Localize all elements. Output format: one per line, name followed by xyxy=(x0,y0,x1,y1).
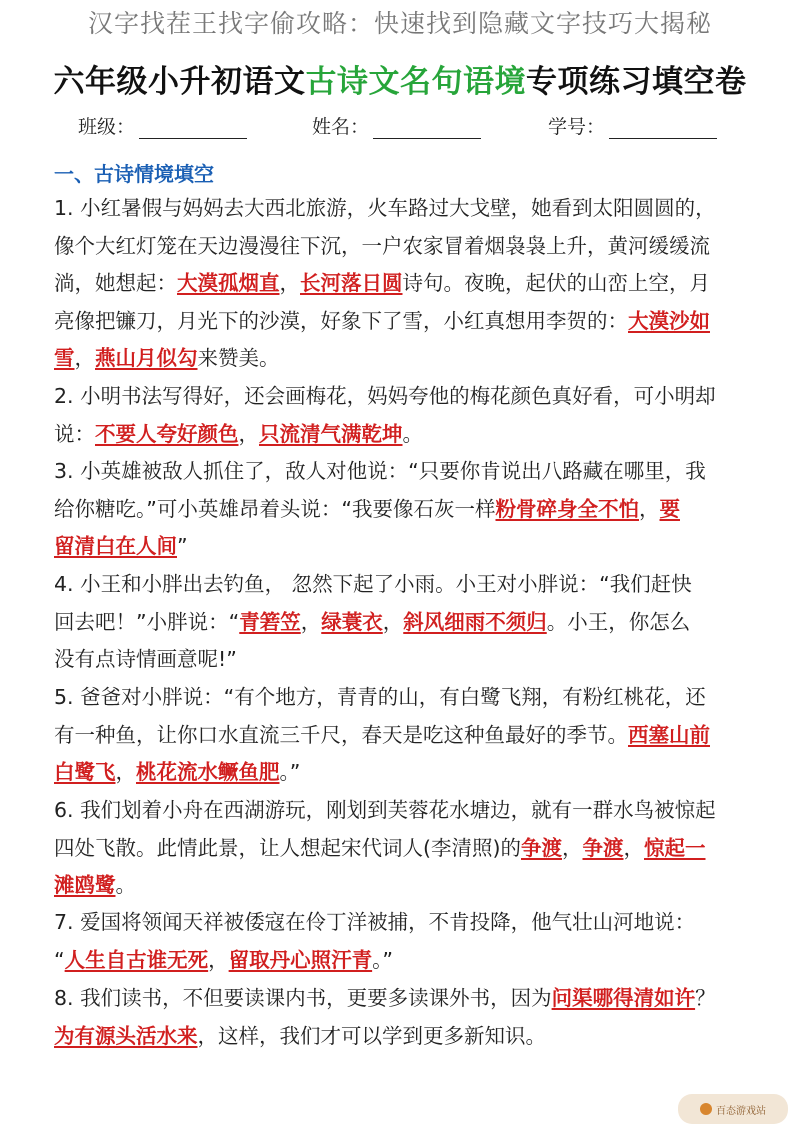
question-text: 。” xyxy=(372,947,393,972)
question-line xyxy=(54,830,754,868)
id-blank[interactable] xyxy=(609,120,717,139)
question-2 xyxy=(54,378,754,453)
question-text: 1. 小红暑假与妈妈去大西北旅游，火车路过大戈壁，她看到太阳圆圆的， xyxy=(54,196,716,220)
watermark xyxy=(678,1094,788,1124)
answer-text: 惊起一 xyxy=(644,835,706,860)
question-text: ， xyxy=(639,496,660,521)
name-blank[interactable] xyxy=(373,120,481,139)
worksheet-title xyxy=(0,56,800,101)
question-line xyxy=(54,792,754,830)
question-line xyxy=(54,528,754,566)
answer-text: 白鹭飞 xyxy=(54,760,116,784)
question-text: ， xyxy=(238,421,259,446)
question-5 xyxy=(54,679,754,792)
question-text: 2. 小明书法写得好，还会画梅花，妈妈夸他的梅花颜色真好看，可小明却 xyxy=(54,384,716,408)
answer-text: 不要人夸好颜色 xyxy=(95,421,239,446)
watermark-logo-icon xyxy=(700,1103,712,1115)
answer-text: 问渠哪得清如许 xyxy=(551,986,696,1010)
answer-text: 绿蓑衣 xyxy=(321,609,383,634)
question-line xyxy=(54,604,754,642)
question-line xyxy=(54,190,754,228)
question-text: “ xyxy=(54,947,65,972)
question-line xyxy=(54,491,754,529)
question-7 xyxy=(54,904,754,979)
question-line xyxy=(54,566,754,604)
answer-text: 斜风细雨不须归 xyxy=(403,609,547,634)
question-line xyxy=(54,641,754,679)
answer-text: 粉骨碎身全不怕 xyxy=(495,496,639,521)
name-field xyxy=(312,112,481,139)
question-text: 四处飞散。此情此景，让人想起宋代词人(李清照)的 xyxy=(54,835,521,860)
question-4 xyxy=(54,566,754,679)
top-caption: 汉字找茬王找字偷攻略：快速找到隐藏文字技巧大揭秘 xyxy=(87,9,712,38)
answer-text: 长河落日圆 xyxy=(300,271,403,295)
answer-text: 大漠孤烟直 xyxy=(177,271,280,295)
answer-text: 争渡 xyxy=(521,835,562,860)
question-line xyxy=(54,416,754,454)
question-text: ？ xyxy=(695,986,716,1010)
question-line xyxy=(54,340,754,378)
question-text: 。 xyxy=(115,873,136,897)
class-field xyxy=(78,112,247,139)
question-text: 8. 我们读书，不但要读课内书，更要多读课外书，因为 xyxy=(54,986,552,1010)
answer-text: 只流清气满乾坤 xyxy=(259,421,403,446)
question-line xyxy=(54,679,754,717)
answer-text: 留取丹心照汗青 xyxy=(228,947,373,972)
question-line xyxy=(54,904,754,942)
question-text: 。 xyxy=(402,421,423,446)
watermark-text: 百态游戏站 xyxy=(716,1105,766,1117)
id-label: 学号： xyxy=(548,116,606,138)
question-text: 像个大红灯笼在天边漫漫往下沉，一户农家冒着烟袅袅上升，黄河缓缓流 xyxy=(54,233,710,258)
answer-text: 人生自古谁无死 xyxy=(64,947,209,972)
question-line xyxy=(54,717,754,755)
question-text: 7. 爱国将领闻天祥被倭寇在伶丁洋被捕，不肯投降，他气壮山河地说： xyxy=(54,910,696,934)
question-text: 。小王，你怎么 xyxy=(546,609,691,634)
question-text: 说： xyxy=(54,421,95,446)
answer-text: 西塞山前 xyxy=(628,722,710,747)
answer-text: 争渡 xyxy=(582,835,624,860)
question-text: 4. 小王和小胖出去钓鱼， 忽然下起了小雨。小王对小胖说：“我们赶快 xyxy=(54,572,692,596)
answer-text: 要 xyxy=(659,496,680,521)
title-part1: 六年级小升初语文 xyxy=(53,64,306,100)
question-line xyxy=(54,303,754,341)
answer-text: 雪 xyxy=(54,346,75,370)
student-info-row xyxy=(0,112,800,142)
question-text: ， xyxy=(208,947,229,972)
question-text: ， xyxy=(623,835,644,860)
question-text: 有一种鱼，让你口水直流三千尺，春天是吃这种鱼最好的季节。 xyxy=(54,722,628,747)
question-text: 5. 爸爸对小胖说：“有个地方，青青的山，有白鹭飞翔，有粉红桃花，还 xyxy=(54,685,706,709)
question-text: ， xyxy=(300,609,322,634)
question-line xyxy=(54,980,754,1018)
question-text: 没有点诗情画意呢!” xyxy=(54,647,237,671)
question-text: 。” xyxy=(279,760,301,784)
question-text: 回去吧！”小胖说：“ xyxy=(54,609,240,634)
question-line xyxy=(54,867,754,905)
question-text: ， xyxy=(115,760,136,784)
question-8 xyxy=(54,980,754,1055)
answer-text: 滩鸥鹭 xyxy=(54,873,116,897)
question-text: 淌，她想起： xyxy=(54,271,177,295)
answer-text: 桃花流水鳜鱼肥 xyxy=(136,760,280,784)
question-line xyxy=(54,754,754,792)
question-text: ， xyxy=(382,609,404,634)
question-text: ， xyxy=(279,271,300,295)
question-line xyxy=(54,453,754,491)
name-label: 姓名： xyxy=(312,116,370,138)
question-6 xyxy=(54,792,754,905)
question-text: 来赞美。 xyxy=(197,346,280,370)
question-1 xyxy=(54,190,754,378)
question-text: ， xyxy=(562,835,583,860)
question-text: 3. 小英雄被敌人抓住了，敌人对他说：“只要你肯说出八路藏在哪里，我 xyxy=(54,459,706,483)
question-text: 亮像把镰刀，月光下的沙漠，好象下了雪，小红真想用李贺的： xyxy=(54,308,628,333)
answer-text: 留清白在人间 xyxy=(54,534,177,558)
question-line xyxy=(54,942,754,980)
answer-text: 青箬笠 xyxy=(239,609,301,634)
question-text: 6. 我们划着小舟在西湖游玩，刚划到芙蓉花水塘边，就有一群水鸟被惊起 xyxy=(54,798,716,822)
question-text: ” xyxy=(177,534,188,558)
answer-text: 大漠沙如 xyxy=(628,308,710,333)
class-label: 班级： xyxy=(78,116,136,138)
question-text: ， xyxy=(74,346,95,370)
id-field xyxy=(548,112,717,139)
question-text: 给你糖吃。”可小英雄昂着头说：“我要像石灰一样 xyxy=(54,496,496,521)
question-line xyxy=(54,265,754,303)
title-highlight: 古诗文名句语境 xyxy=(305,64,526,100)
section-title: 一、古诗情境填空 xyxy=(54,162,214,186)
answer-text: 燕山月似勾 xyxy=(95,346,198,370)
question-text: 诗句。夜晚，起伏的山峦上空，月 xyxy=(402,271,710,295)
answer-text: 为有源头活水来 xyxy=(54,1023,198,1048)
question-3 xyxy=(54,453,754,566)
question-line xyxy=(54,1018,754,1056)
question-line xyxy=(54,228,754,266)
class-blank[interactable] xyxy=(139,120,247,139)
question-text: ，这样，我们才可以学到更多新知识。 xyxy=(197,1023,546,1048)
title-part2: 专项练习填空卷 xyxy=(526,64,747,100)
question-line xyxy=(54,378,754,416)
